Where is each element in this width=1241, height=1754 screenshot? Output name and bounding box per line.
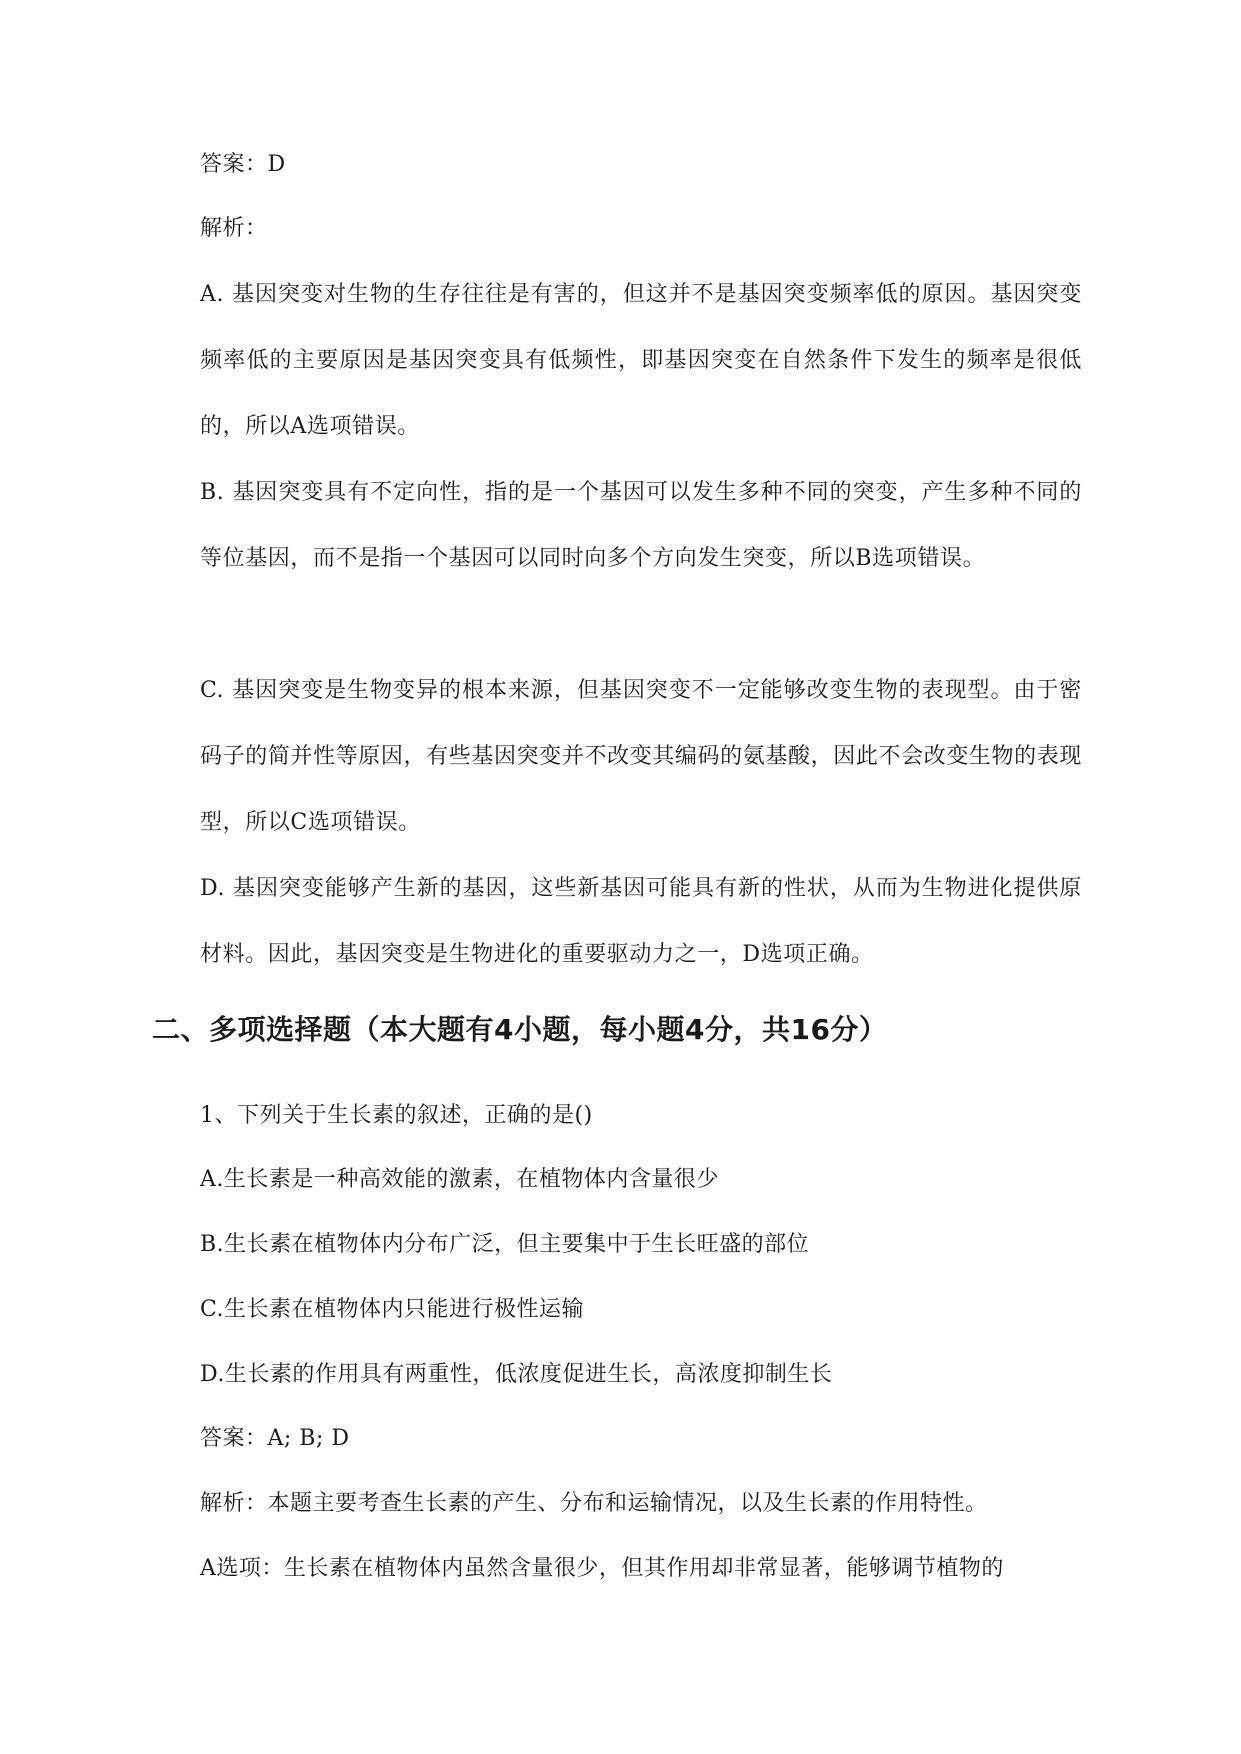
choice-b: B.生长素在植物体内分布广泛，但主要集中于生长旺盛的部位: [200, 1232, 810, 1257]
choice-c: C.生长素在植物体内只能进行极性运输: [200, 1297, 585, 1322]
analysis-option-b: B. 基因突变具有不定向性，指的是一个基因可以发生多种不同的突变，产生多种不同的等位基因，而不是指一个基因可以同时向多个方向发生突变，所以B选项错误。: [200, 480, 1082, 571]
choice-a: A.生长素是一种高效能的激素，在植物体内含量很少: [200, 1167, 719, 1192]
option-a-analysis: A选项：生长素在植物体内虽然含量很少，但其作用却非常显著，能够调节植物的: [200, 1556, 1004, 1581]
analysis-option-a: A. 基因突变对生物的生存往往是有害的，但这并不是基因突变频率低的原因。基因突变频率低的主要原因是基因突变具有低频性，即基因突变在自然条件下发生的频率是很低的，所以A选项错误。: [200, 282, 1082, 439]
answer-line-2: 答案：A; B; D: [200, 1426, 350, 1451]
analysis-option-d: D. 基因突变能够产生新的基因，这些新基因可能具有新的性状，从而为生物进化提供原材料。因此，基因突变是生物进化的重要驱动力之一，D选项正确。: [200, 876, 1082, 967]
answer-line-1: 答案：D: [200, 152, 286, 177]
analysis-label: 解析：: [200, 216, 268, 241]
choice-d: D.生长素的作用具有两重性，低浓度促进生长，高浓度抑制生长: [200, 1362, 833, 1387]
section-heading-multiple-choice: 二、多项选择题（本大题有4小题，每小题4分，共16分）: [152, 1013, 888, 1046]
question-stem: 1、下列关于生长素的叙述，正确的是(): [200, 1103, 593, 1128]
analysis-summary: 解析：本题主要考查生长素的产生、分布和运输情况，以及生长素的作用特性。: [200, 1491, 988, 1516]
analysis-option-c: C. 基因突变是生物变异的根本来源，但基因突变不一定能够改变生物的表现型。由于密码子的简并性等原因，有些基因突变并不改变其编码的氨基酸，因此不会改变生物的表现型，所以C选项错误。: [200, 678, 1082, 835]
